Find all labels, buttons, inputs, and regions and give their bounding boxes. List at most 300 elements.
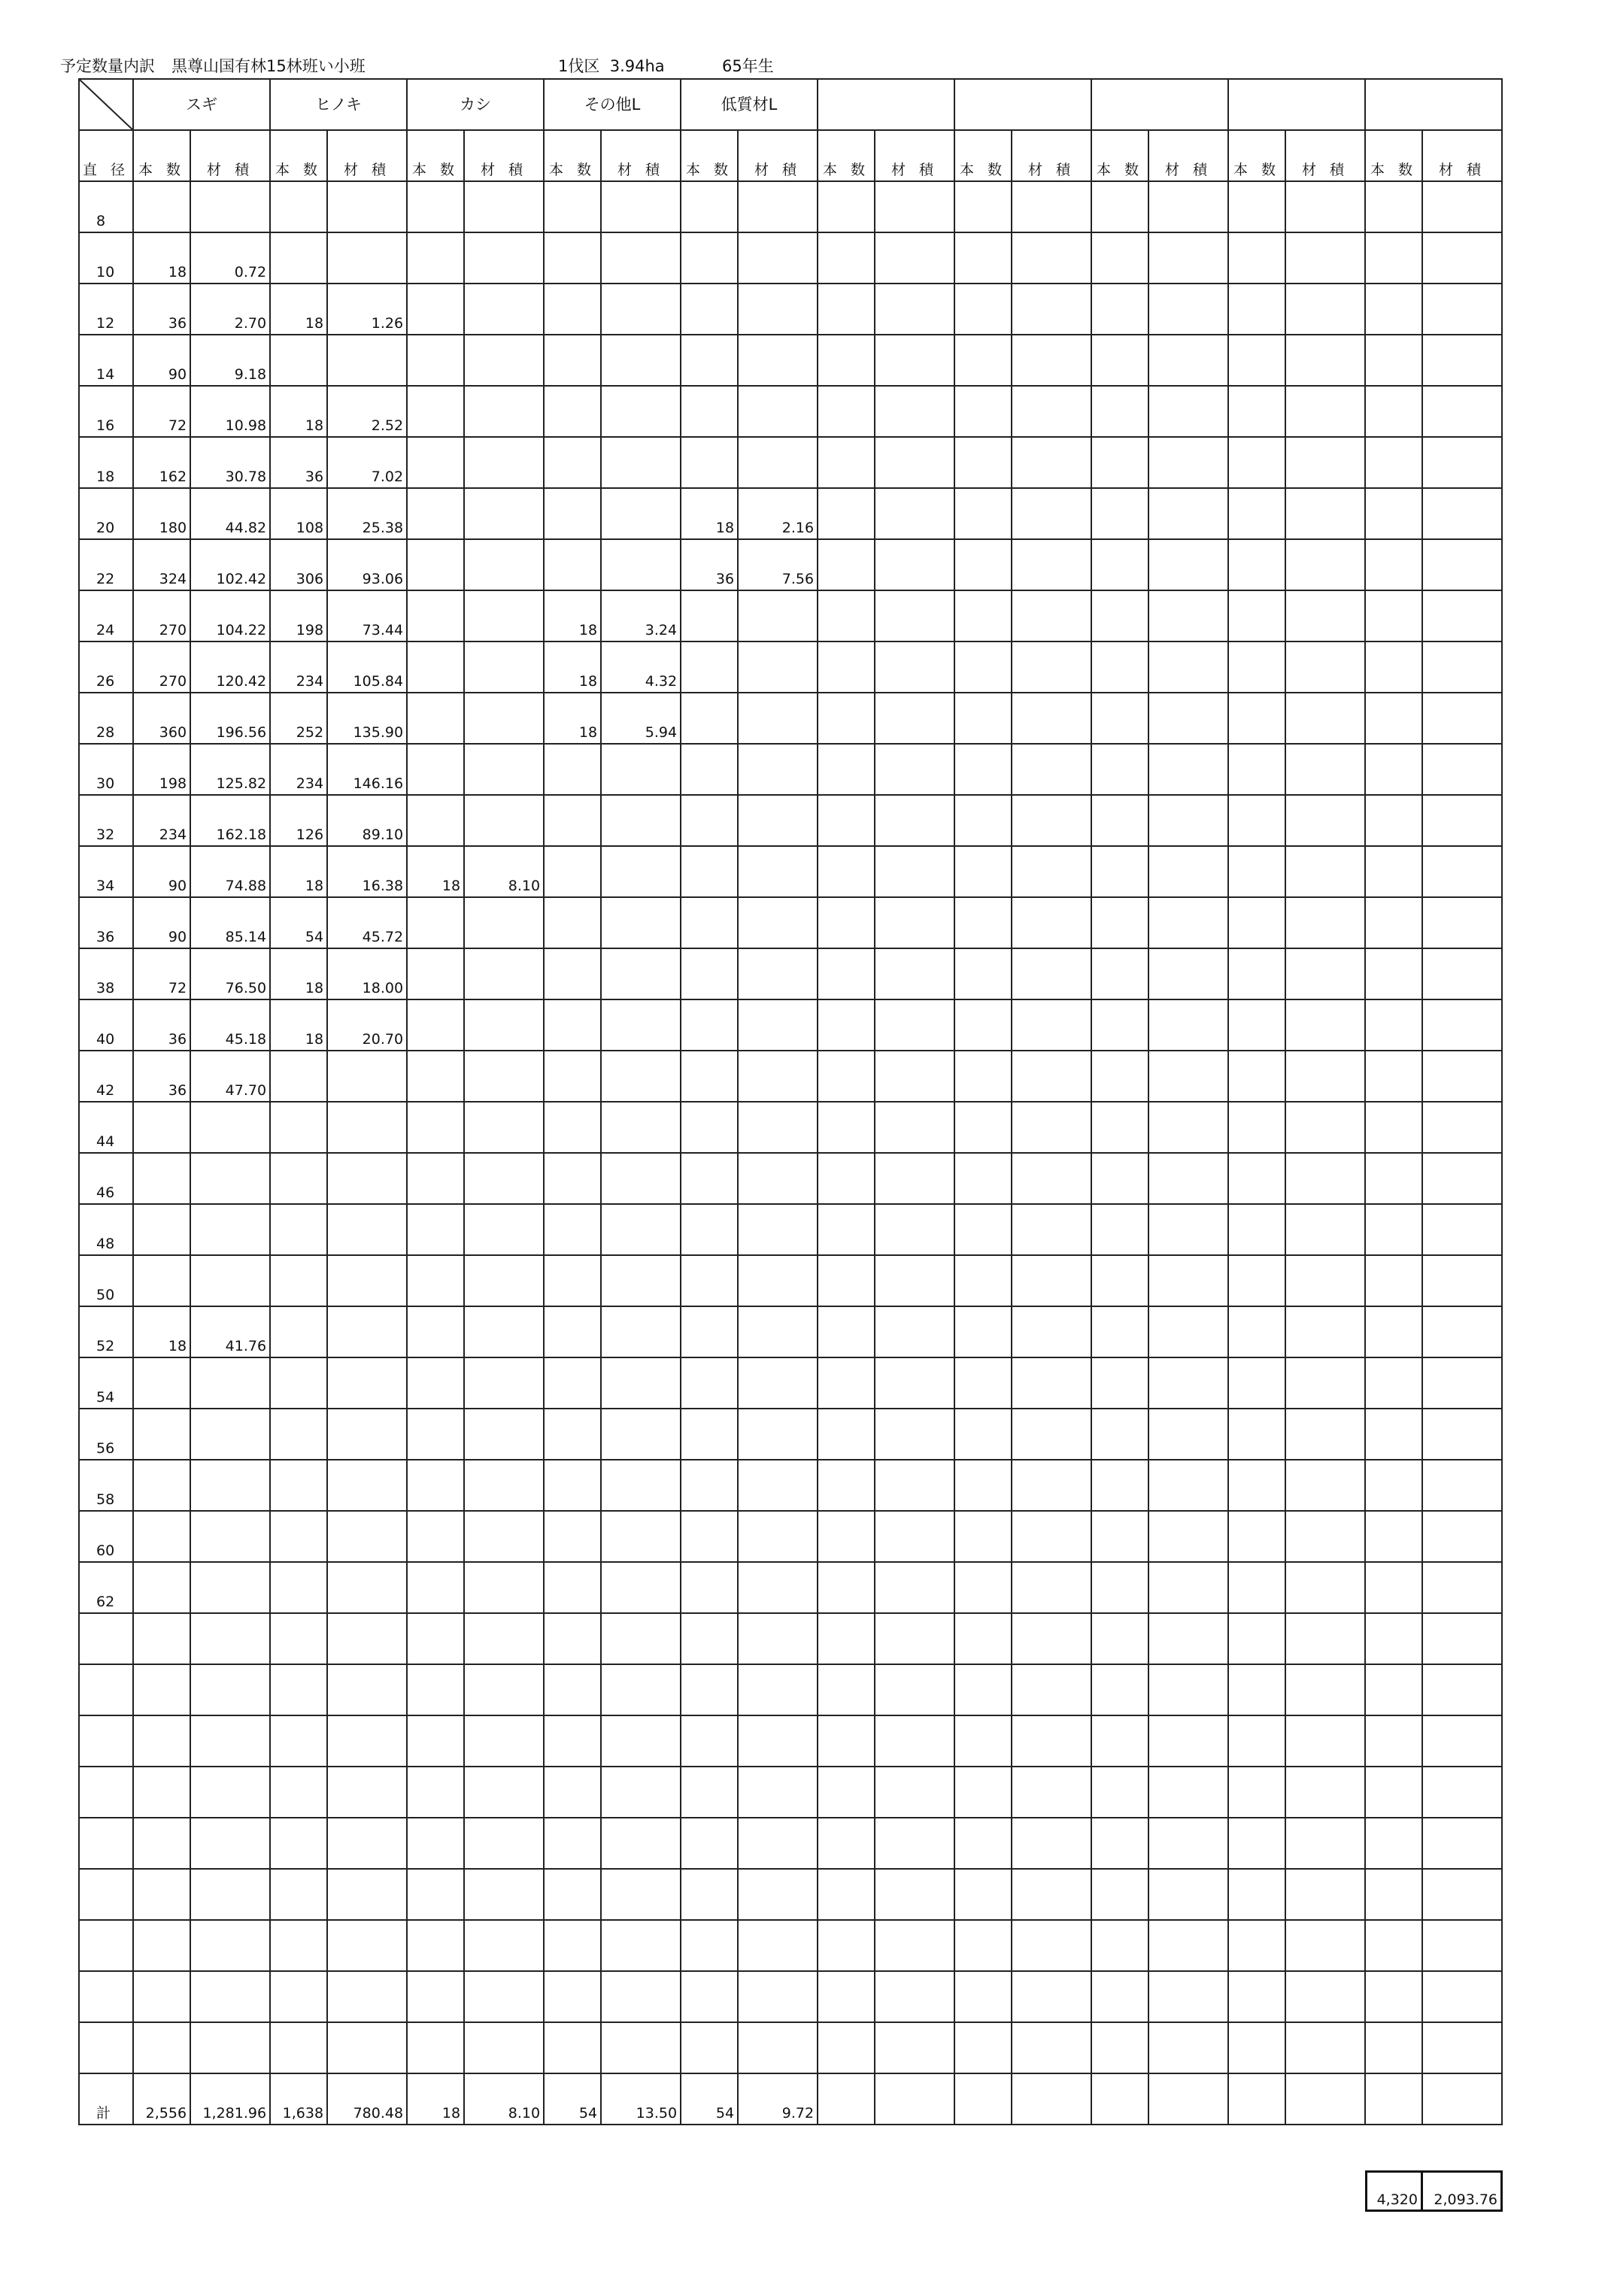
volume-cell [464, 181, 544, 232]
volume-cell [601, 1153, 681, 1204]
species-header-5 [818, 79, 954, 130]
volume-header: 材 積 [1148, 130, 1228, 181]
count-cell [681, 744, 738, 795]
volume-cell [1012, 641, 1091, 693]
count-cell [270, 1051, 327, 1102]
volume-cell [738, 1562, 818, 1613]
diameter-cell: 54 [79, 1357, 133, 1409]
volume-cell [1422, 846, 1502, 897]
count-cell [954, 1715, 1012, 1767]
species-header-4: 低質材L [681, 79, 818, 130]
count-cell [1091, 744, 1148, 795]
volume-cell [738, 795, 818, 846]
count-cell [544, 1511, 601, 1562]
table-row [79, 744, 1502, 795]
volume-cell [1285, 1818, 1365, 1869]
count-cell: 90 [133, 897, 190, 948]
count-cell [818, 1357, 875, 1409]
count-cell [133, 1204, 190, 1255]
diameter-header: 直 径 [79, 130, 133, 181]
volume-cell [738, 2022, 818, 2073]
species-header-6 [954, 79, 1091, 130]
count-cell [270, 1869, 327, 1920]
volume-cell [1012, 2022, 1091, 2073]
count-cell: 36 [133, 1051, 190, 1102]
volume-cell [464, 1460, 544, 1511]
volume-breakdown-table [78, 78, 1503, 2125]
volume-cell: 76.50 [190, 948, 270, 999]
volume-cell [190, 1971, 270, 2022]
diameter-cell [79, 2022, 133, 2073]
count-cell [270, 1818, 327, 1869]
volume-cell [738, 284, 818, 335]
volume-cell [327, 232, 407, 284]
count-cell: 270 [133, 641, 190, 693]
volume-cell [738, 590, 818, 641]
count-cell [681, 1664, 738, 1715]
diameter-cell: 30 [79, 744, 133, 795]
count-cell [818, 641, 875, 693]
count-header: 本 数 [133, 130, 190, 181]
volume-header: 材 積 [601, 130, 681, 181]
volume-cell [875, 488, 954, 539]
table-row [79, 1102, 1502, 1153]
count-cell [1365, 232, 1422, 284]
count-cell [818, 1102, 875, 1153]
count-cell [544, 1715, 601, 1767]
count-cell [818, 1306, 875, 1357]
count-cell: 126 [270, 795, 327, 846]
volume-cell [875, 744, 954, 795]
volume-cell [1285, 1460, 1365, 1511]
volume-cell [464, 2022, 544, 2073]
table-row [79, 437, 1502, 488]
volume-cell [1012, 386, 1091, 437]
count-cell: 36 [133, 999, 190, 1051]
volume-cell [601, 335, 681, 386]
volume-cell [1422, 999, 1502, 1051]
count-cell [1365, 1971, 1422, 2022]
volume-cell [738, 1920, 818, 1971]
volume-cell [875, 232, 954, 284]
volume-cell [601, 1715, 681, 1767]
volume-cell: 2.70 [190, 284, 270, 335]
count-cell [270, 335, 327, 386]
volume-cell [1012, 335, 1091, 386]
volume-cell [1422, 1102, 1502, 1153]
count-cell [818, 539, 875, 590]
count-cell [681, 1613, 738, 1664]
count-cell [1228, 539, 1285, 590]
count-cell [1091, 1255, 1148, 1306]
volume-cell [1012, 693, 1091, 744]
count-cell [407, 693, 464, 744]
volume-cell [1148, 1869, 1228, 1920]
count-cell [1091, 1613, 1148, 1664]
count-cell [1228, 1920, 1285, 1971]
count-cell [270, 1204, 327, 1255]
volume-cell [1148, 335, 1228, 386]
volume-cell [327, 1562, 407, 1613]
table-row [79, 795, 1502, 846]
count-cell [681, 386, 738, 437]
volume-cell [738, 335, 818, 386]
count-cell: 270 [133, 590, 190, 641]
volume-header: 材 積 [464, 130, 544, 181]
count-cell [407, 1767, 464, 1818]
count-cell [1228, 1715, 1285, 1767]
count-cell [407, 1511, 464, 1562]
total-volume-cell [1012, 2073, 1091, 2125]
volume-cell [327, 2022, 407, 2073]
count-cell [818, 999, 875, 1051]
volume-cell [1148, 999, 1228, 1051]
volume-cell [190, 1818, 270, 1869]
count-cell [270, 1920, 327, 1971]
volume-cell [875, 1051, 954, 1102]
count-cell [681, 284, 738, 335]
volume-cell [190, 1562, 270, 1613]
volume-cell [190, 1920, 270, 1971]
volume-cell [1422, 386, 1502, 437]
count-cell [954, 744, 1012, 795]
volume-cell [1148, 846, 1228, 897]
count-cell [681, 846, 738, 897]
volume-cell [1148, 1409, 1228, 1460]
count-cell: 234 [270, 744, 327, 795]
volume-cell [601, 1971, 681, 2022]
count-cell [818, 1613, 875, 1664]
volume-cell [464, 284, 544, 335]
volume-cell [464, 1511, 544, 1562]
count-cell [954, 284, 1012, 335]
volume-cell [327, 1664, 407, 1715]
volume-cell [1285, 693, 1365, 744]
volume-cell [601, 1306, 681, 1357]
diameter-cell: 22 [79, 539, 133, 590]
volume-cell [875, 335, 954, 386]
count-cell [544, 1204, 601, 1255]
count-cell [954, 2022, 1012, 2073]
count-cell [1365, 539, 1422, 590]
volume-cell [464, 948, 544, 999]
total-count-cell [818, 2073, 875, 2125]
volume-cell [1422, 335, 1502, 386]
count-cell [681, 693, 738, 744]
count-header: 本 数 [270, 130, 327, 181]
count-cell [681, 1511, 738, 1562]
volume-cell [875, 181, 954, 232]
count-cell [681, 1051, 738, 1102]
volume-cell [738, 1613, 818, 1664]
total-count-cell: 54 [544, 2073, 601, 2125]
volume-cell [1012, 1664, 1091, 1715]
count-cell [1365, 590, 1422, 641]
volume-cell [738, 437, 818, 488]
volume-cell [875, 641, 954, 693]
count-cell [544, 1869, 601, 1920]
count-cell [1228, 488, 1285, 539]
count-cell: 198 [133, 744, 190, 795]
volume-cell [464, 795, 544, 846]
diameter-cell [79, 1664, 133, 1715]
count-cell [544, 232, 601, 284]
total-count-cell: 2,556 [133, 2073, 190, 2125]
volume-cell [875, 1971, 954, 2022]
volume-cell [1422, 1255, 1502, 1306]
total-volume-cell: 1,281.96 [190, 2073, 270, 2125]
grand-total-count: 4,320 [1367, 2172, 1422, 2211]
volume-cell: 5.94 [601, 693, 681, 744]
count-cell [818, 795, 875, 846]
count-cell [681, 1204, 738, 1255]
volume-cell [875, 693, 954, 744]
count-cell [407, 1460, 464, 1511]
count-header: 本 数 [407, 130, 464, 181]
volume-cell [1012, 1920, 1091, 1971]
count-cell [544, 386, 601, 437]
volume-cell [738, 1869, 818, 1920]
volume-cell: 93.06 [327, 539, 407, 590]
volume-cell [1012, 1971, 1091, 2022]
volume-cell [1148, 437, 1228, 488]
volume-cell [601, 1102, 681, 1153]
count-cell [1228, 590, 1285, 641]
volume-cell: 102.42 [190, 539, 270, 590]
count-cell [133, 1102, 190, 1153]
volume-header: 材 積 [875, 130, 954, 181]
volume-cell [1012, 284, 1091, 335]
volume-cell [1422, 284, 1502, 335]
count-cell [681, 1255, 738, 1306]
volume-cell [1285, 1255, 1365, 1306]
volume-cell [875, 1511, 954, 1562]
grand-total-volume: 2,093.76 [1422, 2172, 1502, 2211]
diameter-cell: 44 [79, 1102, 133, 1153]
count-cell [1091, 590, 1148, 641]
species-header-3: その他L [544, 79, 681, 130]
count-cell [818, 1767, 875, 1818]
count-cell [1091, 232, 1148, 284]
volume-cell [1148, 1204, 1228, 1255]
count-cell [954, 1664, 1012, 1715]
volume-cell [875, 437, 954, 488]
volume-cell [464, 1562, 544, 1613]
count-cell [1228, 335, 1285, 386]
table-row [79, 1562, 1502, 1613]
count-cell [133, 1153, 190, 1204]
diameter-cell: 48 [79, 1204, 133, 1255]
count-cell [681, 1562, 738, 1613]
volume-cell [464, 1051, 544, 1102]
count-cell [1228, 1204, 1285, 1255]
count-cell [1091, 1971, 1148, 2022]
table-row [79, 693, 1502, 744]
volume-cell [601, 1051, 681, 1102]
diameter-cell: 24 [79, 590, 133, 641]
count-cell [407, 795, 464, 846]
volume-cell [1148, 1562, 1228, 1613]
volume-cell [464, 641, 544, 693]
volume-cell [1422, 1715, 1502, 1767]
count-cell [1091, 897, 1148, 948]
count-cell [1365, 1715, 1422, 1767]
count-cell: 72 [133, 386, 190, 437]
count-cell [1365, 1920, 1422, 1971]
count-cell: 36 [270, 437, 327, 488]
grand-total-row [1367, 2172, 1502, 2211]
count-cell: 234 [270, 641, 327, 693]
count-cell: 198 [270, 590, 327, 641]
totals-label: 計 [79, 2073, 133, 2125]
count-cell [1091, 1306, 1148, 1357]
volume-cell [1148, 181, 1228, 232]
volume-cell [601, 1562, 681, 1613]
volume-cell [190, 1255, 270, 1306]
volume-cell [738, 693, 818, 744]
volume-cell [1148, 1613, 1228, 1664]
count-cell [1228, 1460, 1285, 1511]
count-cell [818, 744, 875, 795]
count-cell [681, 641, 738, 693]
table-row [79, 181, 1502, 232]
count-cell [1091, 948, 1148, 999]
count-cell [954, 437, 1012, 488]
volume-cell: 85.14 [190, 897, 270, 948]
volume-cell: 73.44 [327, 590, 407, 641]
count-cell [954, 1613, 1012, 1664]
volume-cell [601, 1204, 681, 1255]
volume-cell [1012, 897, 1091, 948]
volume-cell [1148, 488, 1228, 539]
volume-cell [327, 1357, 407, 1409]
count-cell: 180 [133, 488, 190, 539]
count-cell [818, 693, 875, 744]
volume-cell [1422, 1971, 1502, 2022]
count-cell [1091, 1869, 1148, 1920]
count-cell: 234 [133, 795, 190, 846]
count-cell [544, 1971, 601, 2022]
volume-cell [464, 437, 544, 488]
diameter-cell: 32 [79, 795, 133, 846]
count-cell [1365, 693, 1422, 744]
volume-cell [875, 1715, 954, 1767]
volume-cell [464, 1920, 544, 1971]
count-cell [407, 1409, 464, 1460]
count-cell [133, 1511, 190, 1562]
volume-cell: 10.98 [190, 386, 270, 437]
volume-cell [1422, 181, 1502, 232]
count-cell [1365, 335, 1422, 386]
count-cell [681, 1767, 738, 1818]
volume-cell [464, 335, 544, 386]
volume-header: 材 積 [738, 130, 818, 181]
volume-cell [1012, 744, 1091, 795]
volume-cell [1012, 948, 1091, 999]
volume-cell: 2.16 [738, 488, 818, 539]
count-cell [818, 1460, 875, 1511]
count-header: 本 数 [954, 130, 1012, 181]
count-cell [1365, 488, 1422, 539]
volume-cell [875, 1306, 954, 1357]
table-row [79, 948, 1502, 999]
count-cell: 18 [270, 284, 327, 335]
volume-cell [1422, 693, 1502, 744]
count-cell [954, 1102, 1012, 1153]
count-cell [544, 1051, 601, 1102]
volume-cell [464, 693, 544, 744]
count-cell: 90 [133, 846, 190, 897]
volume-cell [875, 1102, 954, 1153]
volume-cell [875, 1460, 954, 1511]
count-cell [818, 335, 875, 386]
volume-cell [1285, 744, 1365, 795]
count-cell [1091, 386, 1148, 437]
count-cell: 90 [133, 335, 190, 386]
volume-cell [327, 1051, 407, 1102]
volume-cell [1422, 1153, 1502, 1204]
count-cell [1365, 897, 1422, 948]
volume-cell [1285, 641, 1365, 693]
volume-cell [875, 897, 954, 948]
diameter-cell: 38 [79, 948, 133, 999]
volume-cell: 2.52 [327, 386, 407, 437]
diameter-cell: 34 [79, 846, 133, 897]
volume-cell [1422, 795, 1502, 846]
volume-cell [601, 846, 681, 897]
count-cell [954, 181, 1012, 232]
count-cell: 36 [133, 284, 190, 335]
count-cell [1228, 1306, 1285, 1357]
volume-cell [738, 1051, 818, 1102]
diagonal-line-icon [80, 80, 133, 130]
volume-cell: 125.82 [190, 744, 270, 795]
count-cell [133, 1562, 190, 1613]
volume-cell [1285, 1357, 1365, 1409]
count-cell [1365, 386, 1422, 437]
volume-cell [875, 386, 954, 437]
count-cell [954, 897, 1012, 948]
volume-header: 材 積 [190, 130, 270, 181]
count-cell [544, 488, 601, 539]
count-cell [1228, 1357, 1285, 1409]
volume-cell [464, 1306, 544, 1357]
volume-cell: 16.38 [327, 846, 407, 897]
count-cell [1228, 1869, 1285, 1920]
count-cell [954, 1818, 1012, 1869]
count-cell [270, 1306, 327, 1357]
volume-cell [601, 1767, 681, 1818]
diameter-cell: 20 [79, 488, 133, 539]
count-cell [954, 232, 1012, 284]
diameter-cell: 18 [79, 437, 133, 488]
count-cell [407, 1562, 464, 1613]
volume-cell [738, 181, 818, 232]
count-cell [1091, 1204, 1148, 1255]
count-cell [133, 1664, 190, 1715]
volume-cell [601, 232, 681, 284]
volume-cell [1422, 590, 1502, 641]
table-row [79, 641, 1502, 693]
volume-cell [1422, 1818, 1502, 1869]
count-cell [1228, 795, 1285, 846]
total-count-cell: 54 [681, 2073, 738, 2125]
volume-cell [190, 1715, 270, 1767]
volume-cell [190, 1613, 270, 1664]
diameter-cell [79, 1920, 133, 1971]
volume-cell [1012, 1613, 1091, 1664]
count-cell [1091, 1051, 1148, 1102]
